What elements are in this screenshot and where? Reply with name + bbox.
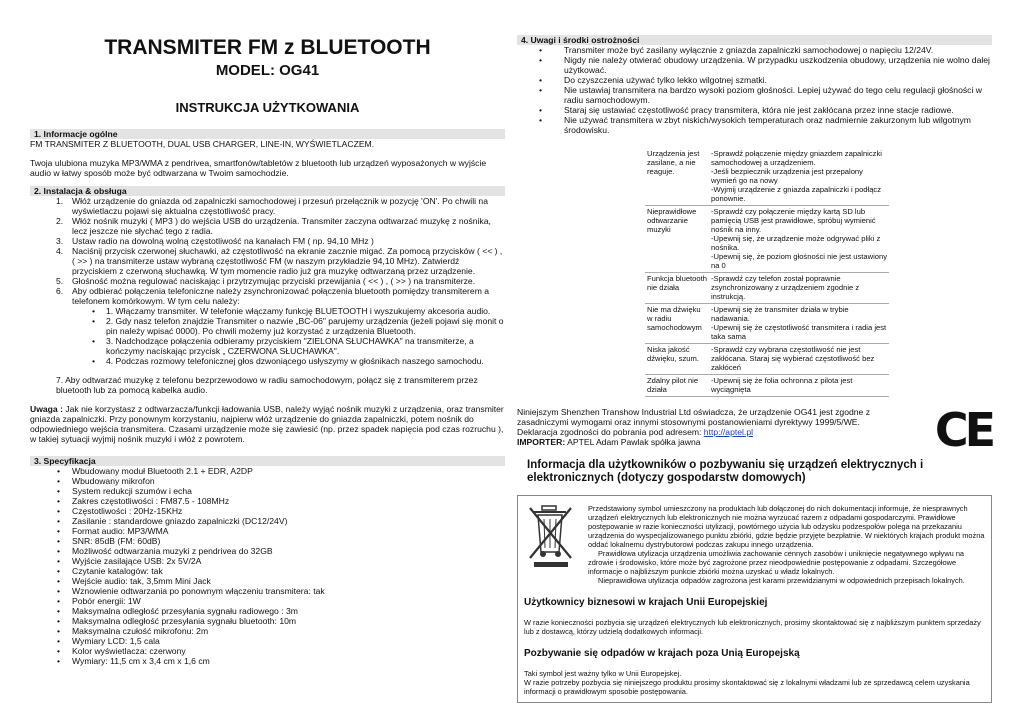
- list-item: • Nie używać transmitera w zbyt niskich/wysokich temperaturach oraz nadmiernie zakurzonym lub wilgotnym środowisku.: [539, 115, 971, 135]
- list-item: • Wyjście zasilające USB: 2x 5V/2A: [57, 556, 202, 566]
- model-subtitle: MODEL: OG41: [215, 62, 320, 79]
- list-item: • Wznowienie odtwarzania po ponownym włączeniu transmitera: tak: [57, 586, 325, 596]
- list-item: • 1. Włączamy transmiter. W telefonie włączamy funkcję BLUETOOTH i wyszukujemy akcesoria audio.: [92, 306, 491, 316]
- weee-paragraph-2: Prawidłowa utylizacja urządzenia umożliwia zachowanie cennych zasobów i uniknięcie negatywnego wpływu na zdrowie i środowisko, które może być zagrożone przez nieodpowiednie postępowanie z odpadami. Szczegółowe informacje o najbliższym punkcie zbiórki można uzyskać u władz lokalnych.: [588, 549, 965, 576]
- manual-title: INSTRUKCJA UŻYTKOWANIA: [175, 100, 360, 115]
- list-item: • Czytanie katalogów: tak: [57, 566, 163, 576]
- list-item: • Pobór energii: 1W: [57, 596, 141, 606]
- list-item: • Częstotliwości : 20Hz-15KHz: [57, 506, 183, 516]
- list-item: • Staraj się ustawiać częstotliwość pracy transmitera, która nie jest zakłócana przez inne stacje radiowe.: [539, 105, 954, 115]
- list-item: • Nie ustawiaj transmitera na bardzo wysoki poziom głośności. Lepiej używać do tego celu regulacji głośności w radiu samochodowym.: [539, 85, 982, 105]
- section-1-line: FM TRANSMITER Z BLUETOOTH, DUAL USB CHARGER, LINE-IN, WYŚWIETLACZEM.: [30, 139, 375, 149]
- list-item: 4. Naciśnij przycisk czerwonej słuchawki, aż częstotliwość na ekranie zacznie migać. Za pomocą przycisków ( << ) , ( >> ) na transmiterze ustaw wybraną częstotliwość FM (w naszym przykładzie 94,10 MHz). Zatwierdź przyciskiem z czerwoną słuchawką. W tym momencie radio już gra muzykę odtwarzaną przez urządzenie.: [56, 246, 503, 276]
- list-item: 3. Ustaw radio na dowolną wolną częstotliwość na kanałach FM ( np. 94,10 MHz ): [56, 236, 374, 246]
- list-item: 2. Włóż nośnik muzyki ( MP3 ) do wejścia USB do urządzenia. Transmiter zaczyna odtwarzać muzykę z nośnika, lecz jeszcze nie słychać tego z radia.: [56, 216, 491, 236]
- bluetooth-steps: [30, 306, 505, 366]
- solution-cell: -Upewnij się że transmiter działa w trybie nadawania. -Upewnij się że częstotliwość transmitera i radia jest taka sama: [709, 304, 889, 344]
- list-item: • 3. Nadchodzące połączenia odbieramy przyciskiem "ZIELONA SŁUCHAWKA" na transmiterze, a kończymy naciskając przycisk „ CZERWONA SŁUCHAWKA".: [92, 336, 474, 356]
- table-row: [645, 304, 889, 344]
- list-item: • Format audio: MP3/WMA: [57, 526, 169, 536]
- list-item: • Wymiary LCD: 1,5 cala: [57, 636, 160, 646]
- ce-mark-icon: CE: [934, 403, 992, 457]
- list-item: 5. Głośność można regulować naciskając i przytrzymując przyciski przewijania ( << ) , ( >> ) na transmiterze.: [56, 276, 476, 286]
- problem-cell: Zdalny pilot nie działa: [645, 375, 709, 397]
- importer-line: IMPORTER: APTEL Adam Pawlak spółka jawna: [517, 437, 701, 447]
- list-item: • System redukcji szumów i echa: [57, 486, 192, 496]
- section-3-header: 3. Specyfikacja: [30, 456, 505, 466]
- list-item: • Nigdy nie należy otwierać obudowy urządzenia. W przypadku uszkodzenia obudowy, urządzenia nie wolno dalej użytkować.: [539, 55, 990, 75]
- list-item: 6. Aby odbierać połączenia telefoniczne należy zsynchronizować połączenia bluetooth pomiędzy transmiterem a telefonem komórkowym. W tym celu należy:: [56, 286, 490, 306]
- list-item: • Wejście audio: tak, 3,5mm Mini Jack: [57, 576, 211, 586]
- outside-eu-header: Pozbywanie się odpadów w krajach poza Unią Europejską: [524, 648, 800, 659]
- list-item: • Transmiter może być zasilany wyłącznie z gniazda zapalniczki samochodowej o napięciu 12/24V.: [539, 45, 934, 55]
- section-2-header: 2. Instalacja & obsługa: [30, 186, 505, 196]
- weee-header: Informacja dla użytkowników o pozbywaniu się urządzeń elektrycznych i elektronicznych (dotyczy gospodarstw domowych): [527, 459, 924, 484]
- table-row: [645, 206, 889, 273]
- solution-cell: -Sprawdź czy telefon został poprawnie zsynchronizowany z urządzeniem zgodnie z instrukcją.: [709, 273, 889, 304]
- declaration-download: Deklaracja zgodności do pobrania pod adresem: http://aptel.pl: [517, 427, 754, 437]
- problem-cell: Funkcja bluetooth nie działa: [645, 273, 709, 304]
- list-item: • 4. Podczas rozmowy telefonicznej głos dzwoniącego usłyszymy w głośnikach naszego samochodu.: [92, 356, 484, 366]
- list-item: • SNR: 85dB (FM: 60dB): [57, 536, 161, 546]
- aptel-link[interactable]: http://aptel.pl: [703, 427, 754, 437]
- list-item: • Kolor wyświetlacza: czerwony: [57, 646, 186, 656]
- spec-list: [30, 466, 505, 666]
- declaration-block: [517, 403, 992, 457]
- table-row: [645, 148, 889, 206]
- problem-cell: Nie ma dźwięku w radiu samochodowym: [645, 304, 709, 344]
- solution-cell: -Upewnij się że folia ochronna z pilota jest wyciągnięta: [709, 375, 889, 397]
- business-users-header: Użytkownicy biznesowi w krajach Unii Europejskiej: [524, 597, 768, 608]
- list-item: • Zakres częstotliwości : FM87.5 - 108MHz: [57, 496, 230, 506]
- left-column: [30, 0, 505, 666]
- precautions-list: [517, 45, 992, 135]
- table-row: [645, 273, 889, 304]
- list-item: • 2. Gdy nasz telefon znajdzie Transmiter o nazwie „BC-06" parujemy urządzenia (jeżeli pojawi się monit o pin należy wpisać 0000). Po chwili możemy już korzystać z urządzenia Bluetooth.: [92, 316, 504, 336]
- outside-eu-text-1: Taki symbol jest ważny tylko w Unii Europejskej.: [524, 669, 682, 678]
- install-steps: [30, 196, 505, 306]
- crossed-bin-icon: [524, 504, 588, 585]
- step-7: 7. Aby odtwarzać muzykę z telefonu bezprzewodowo w radiu samochodowym, połącz się z transmiterem przez bluetooth lub za pomocą kabelka audio.: [56, 375, 478, 395]
- problem-cell: Urządzenia jest zasilane, a nie reaguje.: [645, 148, 709, 206]
- problem-cell: Niska jakość dźwięku, szum.: [645, 344, 709, 375]
- list-item: • Wymiary: 11,5 cm x 3,4 cm x 1,6 cm: [57, 656, 210, 666]
- table-row: [645, 375, 889, 397]
- business-users-text: W razie konieczności pozbycia się urządzeń elektrycznych lub elektronicznych, prosimy skontaktować się z najbliższym punktem sprzedaży lub z dostawcą, którzy udzielą dodatkowych informacji.: [524, 618, 981, 636]
- solution-cell: -Sprawdź połączenie między gniazdem zapalniczki samochodowej a urządzeniem. -Jeśli bezpiecznik urządzenia jest przepalony wymień go na nowy -Wyjmij urządzenie z gniazda zapalniczki i podłącz ponownie.: [709, 148, 889, 206]
- list-item: • Do czyszczenia używać tylko lekko wilgotnej szmatki.: [539, 75, 767, 85]
- section-4-header: 4. Uwagi i środki ostrożności: [517, 35, 992, 45]
- list-item: • Maksymalna odległość przesyłania sygnału bluetooth: 10m: [57, 616, 297, 626]
- weee-info-box: [517, 495, 992, 703]
- right-column: [517, 0, 992, 703]
- outside-eu-text-2: W razie potrzeby pozbycia się niniejszego produktu prosimy skontaktować się z lokalnymi władzami lub ze sprzedawcą celem uzyskania informacji o prawidłowym sposobie postępowania.: [524, 678, 970, 696]
- list-item: • Maksymalna odległość przesyłania sygnału radiowego : 3m: [57, 606, 298, 616]
- problem-cell: Nieprawidłowe odtwarzanie muzyki: [645, 206, 709, 273]
- list-item: • Wbudowany mikrofon: [57, 476, 155, 486]
- list-item: • Wbudowany moduł Bluetooth 2.1 + EDR, A2DP: [57, 466, 253, 476]
- note-paragraph: Uwaga : Jak nie korzystasz z odtwarzacza/funkcji ładowania USB, należy wyjąć nośnik muzyki z urządzenia, oraz transmiter gniazda zapalniczki. Przy ponownym korzystaniu, najpierw włóż urządzenie do gniazda zapalniczki, potem nośnik do odpowiedniego wejścia transmitera. Czasami urządzenie może się zawiesić (np. przez spadek napięcia pod czas rozruchu ), w takiej sytuacji wyjmij nośnik muzyki i włóż z powrotem.: [30, 404, 504, 444]
- declaration-text: Niniejszym Shenzhen Transhow Industrial Ltd oświadcza, że urządzenie OG41 jest zgodne z zasadniczymi wymogami oraz innymi stosownymi postanowieniami dyrektywy 1999/5/WE.: [517, 407, 871, 427]
- section-1-paragraph: Twoja ulubiona muzyka MP3/WMA z pendrivea, smartfonów/tabletów z bluetooth lub urządzeń wyposażonych w wyjście audio w łatwy sposób może być odtwarzana w Twoim samochodzie.: [30, 158, 487, 178]
- table-row: [645, 344, 889, 375]
- list-item: • Możliwość odtwarzania muzyki z pendrivea do 32GB: [57, 546, 273, 556]
- document-title: TRANSMITER FM z BLUETOOTH: [104, 36, 431, 59]
- list-item: • Maksymalna czułość mikrofonu: 2m: [57, 626, 209, 636]
- solution-cell: -Sprawdź czy wybrana częstotliwość nie jest zakłócana. Staraj się wybierać częstotliwość bez zakłóceń: [709, 344, 889, 375]
- section-1-header: 1. Informacje ogólne: [30, 129, 505, 139]
- troubleshooting-table: [645, 148, 889, 397]
- list-item: • Zasilanie : standardowe gniazdo zapalniczki (DC12/24V): [57, 516, 288, 526]
- weee-paragraph-3: Nieprawidłowa utylizacja odpadów zagrożona jest karami przewidzianymi w odpowiednich przepisach lokalnych.: [598, 576, 965, 585]
- solution-cell: -Sprawdź czy połączenie między kartą SD lub pamięcią USB jest prawidłowe, spróbuj wymienić nośnik na inny. -Upewnij się, że urządzenie może odgrywać pliki z nośnika. -Upewnij się, że poziom głośności nie jest ustawiony na 0: [709, 206, 889, 273]
- weee-paragraph-1: Przedstawiony symbol umieszczony na produktach lub dołączonej do nich dokumentacji informuje, że niesprawnych urządzeń elektrycznych lub elektronicznych nie można wyrzucać razem z odpadami gospodarczymi. Prawidłowe postępowanie w razie konieczności utylizacji, powtórnego użycia lub odzysku podzespołów polega na przekazaniu urządzenia do wyspecjalizowanego punktu zbiórki, gdzie będzie przyjęte bezpłatnie. W niektórych krajach produkt można oddać lokalnemu dystrybutorowi podczas zakupu innego urządzenia.: [588, 504, 985, 549]
- list-item: 1. Włóż urządzenie do gniazda od zapalniczki samochodowej i przesuń przełącznik w pozycję 'ON'. Po chwili na wyświetlaczu pojawi się aktualna częstotliwość pracy.: [56, 196, 488, 216]
